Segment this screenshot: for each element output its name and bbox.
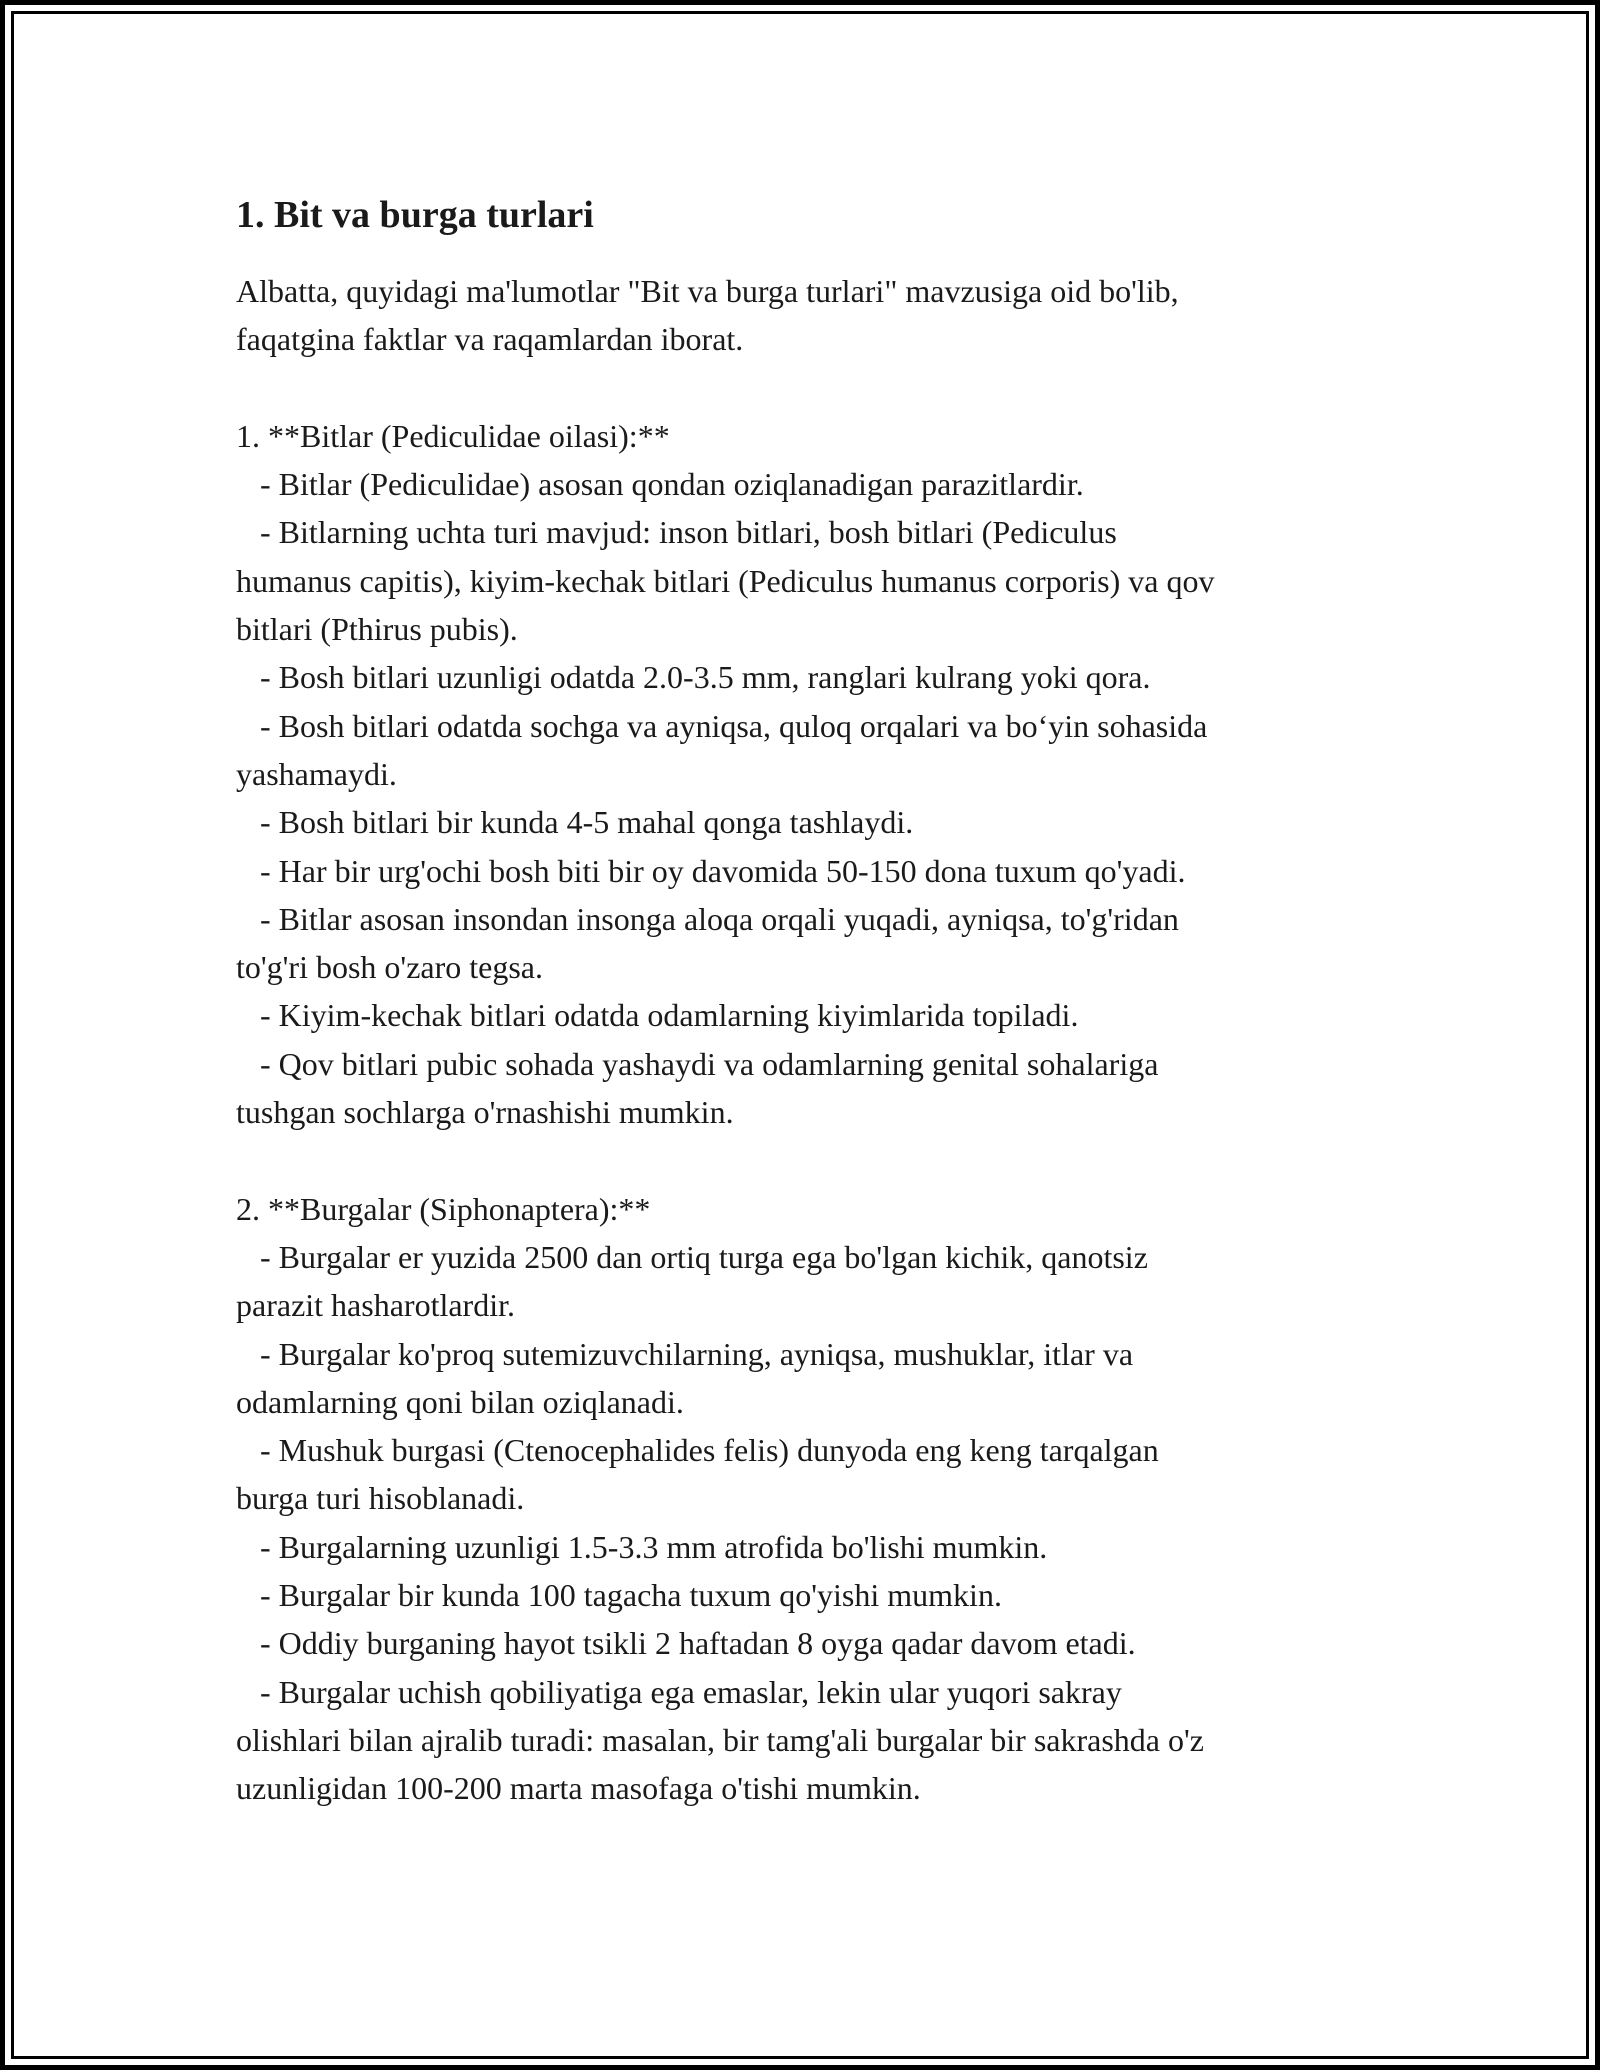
list-item: - Bosh bitlari odatda sochga va ayniqsa, quloq orqalari va bo‘yin sohasida yashamaydi.	[236, 707, 1208, 792]
list-item: - Bosh bitlari bir kunda 4-5 mahal qonga tashlaydi.	[236, 804, 914, 841]
list-item: - Bitlar asosan insondan insonga aloqa orqali yuqadi, ayniqsa, to'g'ridan to'g'ri bosh o'zaro tegsa.	[236, 900, 1179, 986]
document-body	[236, 190, 1386, 1813]
list-item: - Burgalarning uzunligi 1.5-3.3 mm atrofida bo'lishi mumkin.	[236, 1528, 1048, 1565]
list-item: - Har bir urg'ochi bosh biti bir oy davomida 50-150 dona tuxum qo'yadi.	[236, 852, 1186, 889]
list-item: - Bitlarning uchta turi mavjud: inson bitlari, bosh bitlari (Pediculus humanus capitis), kiyim-kechak bitlari (Pediculus humanus corporis) va qov bitlari (Pthirus pubis).	[236, 514, 1215, 648]
spacer	[236, 364, 1386, 412]
list-item: - Oddiy burganing hayot tsikli 2 haftadan 8 oyga qadar davom etadi.	[236, 1625, 1136, 1662]
list-item: - Burgalar er yuzida 2500 dan ortiq turga ega bo'lgan kichik, qanotsiz parazit hasharotlardir.	[236, 1238, 1148, 1324]
section-lice	[236, 412, 1386, 1136]
list-item: - Qov bitlari pubic sohada yashaydi va odamlarning genital sohalariga tushgan sochlarga o'rnashishi mumkin.	[236, 1045, 1159, 1131]
list-item: - Bitlar (Pediculidae) asosan qondan oziqlanadigan parazitlardir.	[236, 466, 1084, 503]
spacer	[236, 1136, 1386, 1184]
list-item: - Burgalar bir kunda 100 tagacha tuxum qo'yishi mumkin.	[236, 1577, 1002, 1614]
section-heading: 1. **Bitlar (Pediculidae oilasi):**	[236, 417, 670, 454]
document-title: 1. Bit va burga turlari	[236, 194, 594, 236]
list-item: - Burgalar uchish qobiliyatiga ega emaslar, lekin ular yuqori sakray olishlari bilan ajralib turadi: masalan, bir tamg'ali burgalar bir sakrashda o'z uzunligidan 100-200 marta masofaga o'tishi mumkin.	[236, 1673, 1204, 1807]
section-heading: 2. **Burgalar (Siphonaptera):**	[236, 1190, 651, 1227]
list-item: - Burgalar ko'proq sutemizuvchilarning, ayniqsa, mushuklar, itlar va odamlarning qoni bilan oziqlanadi.	[236, 1335, 1134, 1420]
list-item: - Mushuk burgasi (Ctenocephalides felis) dunyoda eng keng tarqalgan burga turi hisoblanadi.	[236, 1432, 1159, 1517]
list-item: - Kiyim-kechak bitlari odatda odamlarning kiyimlarida topiladi.	[236, 997, 1079, 1034]
section-fleas	[236, 1185, 1386, 1813]
list-item: - Bosh bitlari uzunligi odatda 2.0-3.5 mm, ranglari kulrang yoki qora.	[236, 659, 1151, 696]
intro-paragraph: Albatta, quyidagi ma'lumotlar "Bit va burga turlari" mavzusiga oid bo'lib, faqatgina faktlar va raqamlardan iborat.	[236, 273, 1179, 358]
